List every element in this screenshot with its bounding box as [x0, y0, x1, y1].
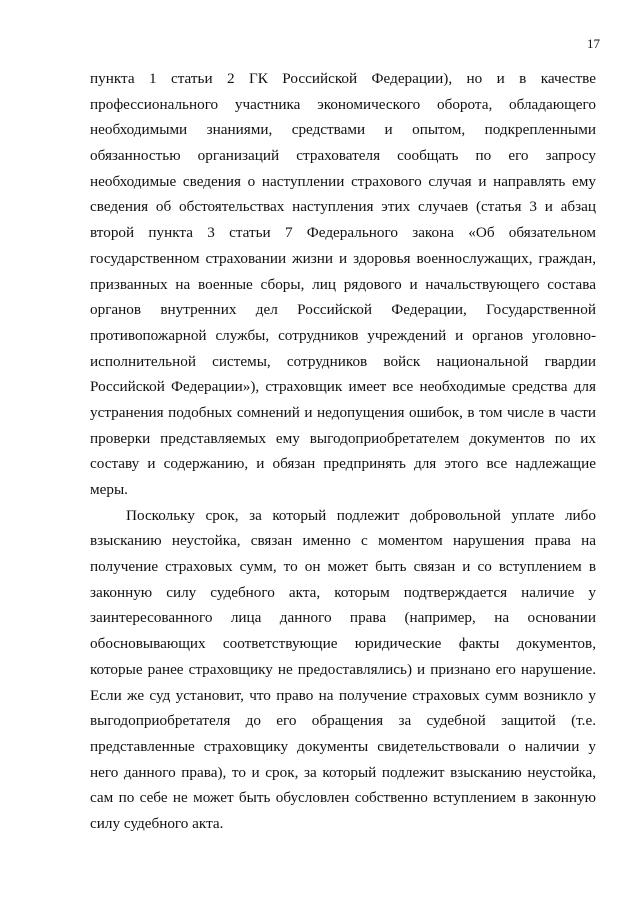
- text-line: устранения подобных сомнений и недопущения ошибок, в том числе в части: [90, 403, 596, 421]
- text-line: выгодоприобретателя до его обращения за судебной защитой (т.е.: [90, 712, 596, 730]
- paragraph: [90, 503, 596, 837]
- text-line: второй пункта 3 статьи 7 Федерального закона «Об обязательном: [90, 224, 596, 242]
- text-line: обязанностью организаций страхователя сообщать по его запросу: [90, 147, 596, 165]
- text-line: проверки представляемых ему выгодоприобретателем документов по их: [90, 429, 596, 447]
- text-line: профессионального участника экономического оборота, обладающего: [90, 95, 596, 113]
- body-text: [90, 66, 596, 837]
- page-number: 17: [587, 36, 600, 51]
- text-line: исполнительной системы, сотрудников войск национальной гвардии: [90, 352, 596, 370]
- text-line: составу и содержанию, и обязан предпринять для этого все надлежащие: [90, 455, 596, 473]
- text-line: сведения об обстоятельствах наступления этих случаев (статья 3 и абзац: [90, 198, 596, 216]
- text-line: противопожарной службы, сотрудников учреждений и органов уголовно-: [90, 326, 596, 344]
- text-line: необходимыми знаниями, средствами и опытом, подкрепленными: [90, 121, 596, 139]
- text-line: него данного права), то и срок, за который подлежит взысканию неустойка,: [90, 763, 596, 781]
- text-line: обосновывающих соответствующие юридические факты документов,: [90, 635, 596, 653]
- paragraph: [90, 66, 596, 503]
- text-line: которые ранее страховщику не предоставлялись) и признано его нарушение.: [90, 660, 596, 678]
- text-line: взысканию неустойка, связан именно с моментом нарушения права на: [90, 532, 596, 550]
- text-line: призванных на военные сборы, лиц рядового и начальствующего состава: [90, 275, 596, 293]
- text-line: представленные страховщику документы свидетельствовали о наличии у: [90, 737, 596, 755]
- text-line: получение страховых сумм, то он может быть связан и со вступлением в: [90, 558, 596, 576]
- text-line: силу судебного акта.: [90, 814, 224, 832]
- text-line: государственном страховании жизни и здоровья военнослужащих, граждан,: [90, 249, 596, 267]
- text-line: сам по себе не может быть обусловлен собственно вступлением в законную: [90, 789, 596, 807]
- text-line: заинтересованного лица данного права (например, на основании: [90, 609, 596, 627]
- text-line: органов внутренних дел Российской Федерации, Государственной: [90, 301, 596, 319]
- text-line: Поскольку срок, за который подлежит добровольной уплате либо: [126, 506, 596, 524]
- text-line: Если же суд установит, что право на получение страховых сумм возникло у: [90, 686, 596, 704]
- text-line: Российской Федерации»), страховщик имеет все необходимые средства для: [90, 378, 596, 396]
- text-line: законную силу судебного акта, которым подтверждается наличие у: [90, 583, 596, 601]
- text-line: пункта 1 статьи 2 ГК Российской Федерации), но и в качестве: [90, 70, 596, 87]
- text-line: меры.: [90, 481, 128, 498]
- text-line: необходимые сведения о наступлении страхового случая и направлять ему: [90, 172, 596, 190]
